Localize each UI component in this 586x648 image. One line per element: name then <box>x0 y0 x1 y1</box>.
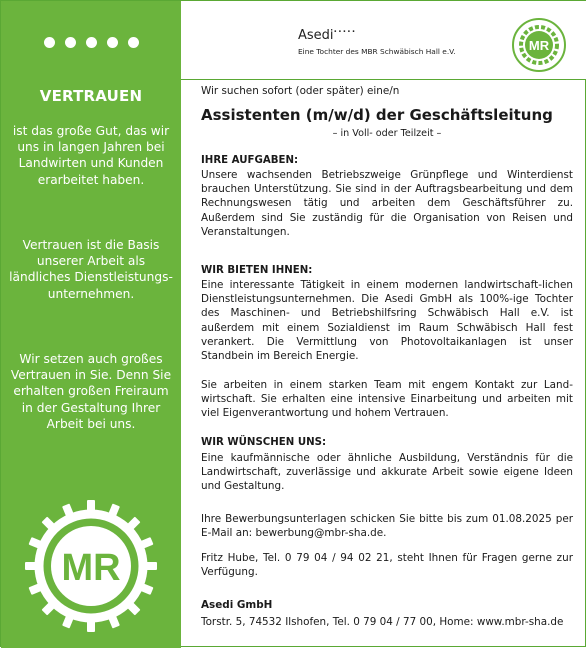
dot-icon <box>65 37 76 48</box>
company-subtitle: Eine Tochter des MBR Schwäbisch Hall e.V. <box>298 47 456 56</box>
sidebar-paragraph-3: Wir setzen auch großes Vertrauen in Sie. Denn Sie erhalten großen Freiraum in der Gestaltung Ihrer Arbeit bei uns. <box>10 352 172 431</box>
mr-logo-icon <box>511 17 567 73</box>
offer-text-1: Eine interessante Tätigkeit in einem modernen landwirtschaft-lichen Dienstleistungsunternehmen. Die Asedi GmbH als 100%-ige Tochter des Maschinen- und Betriebshilfsring Schwäbisch Hall e.V. ist außerdem mit einem Sozialdienst im Raum Schwäbisch Hall fest verankert. Die Vermittlung von Photovoltaikanlagen ist unser Standbein im Bereich Energie. <box>201 279 573 363</box>
job-title: Assistenten (m/w/d) der Geschäftsleitung <box>201 106 553 124</box>
sidebar-paragraph-1: ist das große Gut, das wir uns in langen Jahren bei Landwirten und Kunden erarbeitet haben. <box>12 124 170 187</box>
tasks-heading: IHRE AUFGABEN: <box>201 155 299 166</box>
ad-intro: Wir suchen sofort (oder später) eine/n <box>201 85 400 97</box>
sidebar-paragraph-2: Vertrauen ist die Basis unserer Arbeit als ländliches Dienstleistungs-unternehmen. <box>9 238 173 301</box>
svg-text:MR: MR <box>528 38 550 53</box>
company-name: Asedi GmbH <box>201 599 273 611</box>
dot-icon <box>44 37 55 48</box>
dot-icon <box>128 37 139 48</box>
job-subtitle: – in Voll- oder Teilzeit – <box>332 128 442 139</box>
dot-icon <box>107 37 118 48</box>
contact-text: Fritz Hube, Tel. 0 79 04 / 94 02 21, steht Ihnen für Fragen gerne zur Verfügung. <box>201 552 573 579</box>
svg-text:MR: MR <box>61 547 121 589</box>
wish-text: Eine kaufmännische oder ähnliche Ausbildung, Verständnis für die Landwirtschaft, zuverlässige und akkurate Arbeit sowie eigene Ideen und Gestaltung. <box>201 452 573 493</box>
offer-heading: WIR BIETEN IHNEN: <box>201 265 313 276</box>
application-text: Ihre Bewerbungsunterlagen schicken Sie bitte bis zum 01.08.2025 per E-Mail an: bewerbung@mbr-sha.de. <box>201 513 573 540</box>
company-address: Torstr. 5, 74532 Ilshofen, Tel. 0 79 04 / 77 00, Home: www.mbr-sha.de <box>201 616 564 628</box>
wish-heading: WIR WÜNSCHEN UNS: <box>201 437 327 448</box>
decorative-dots <box>1 33 181 52</box>
ad-content <box>181 79 586 648</box>
asedi-dots-icon: ••••• <box>333 28 357 36</box>
sidebar-title: VERTRAUEN <box>39 87 143 105</box>
offer-text-2: Sie arbeiten in einem starken Team mit engem Kontakt zur Land-wirtschaft. Sie erhalten eine intensive Einarbeitung und arbeiten mit viel Eigenverantwortung und hohem Vertrauen. <box>201 379 573 420</box>
dot-icon <box>86 37 97 48</box>
header <box>181 1 586 79</box>
sidebar <box>1 1 181 648</box>
mr-logo-icon <box>21 496 161 636</box>
tasks-text: Unsere wachsenden Betriebszweige Grünpflege und Winterdienst brauchen Unterstützung. Sie sind in der Auftragsbearbeitung und dem Rechnungswesen tätig und arbeiten dem Geschäftsführer zu. Außerdem sind Sie zuständig für die Organisation von Reisen und Veranstaltungen. <box>201 169 573 238</box>
company-logo-text: Asedi••••• <box>298 28 357 43</box>
